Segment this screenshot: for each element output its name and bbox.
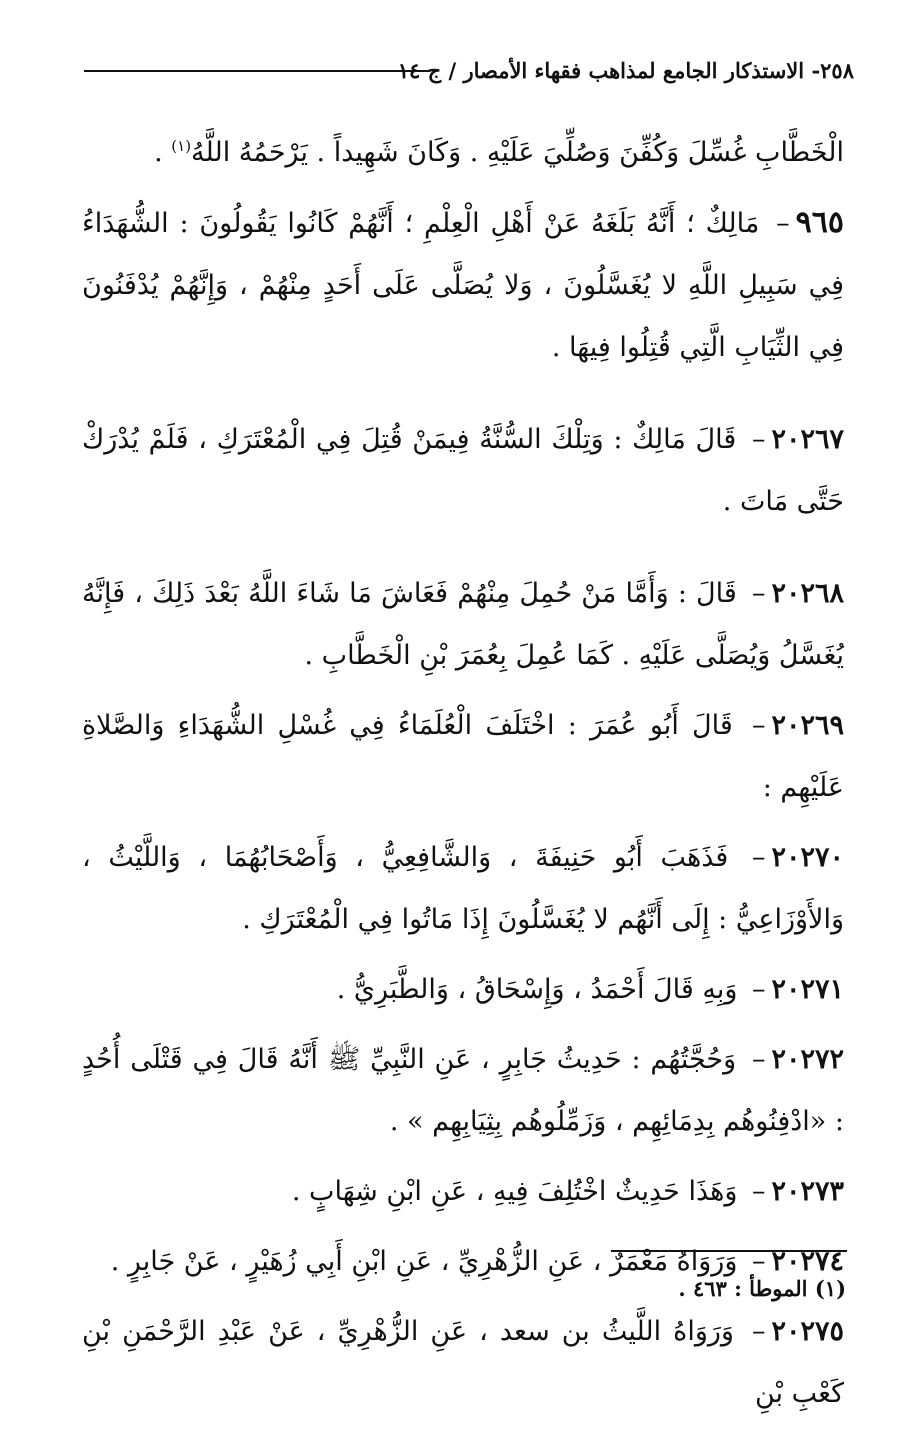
book-title: الاستذكار الجامع لمذاهب فقهاء الأمصار / ج ١٤	[397, 58, 805, 83]
paragraph-20269: ٢٠٢٦٩– قَالَ أَبُو عُمَرَ : اخْتَلَفَ الْعُلَمَاءُ فِي غُسْلِ الشُّهَدَاءِ وَالصَّلاةِ عَلَيْهِم :	[82, 710, 844, 803]
paragraph-text: وَهَذَا حَدِيثٌ اخْتُلِفَ فِيهِ ، عَنِ ابْنِ شِهَابٍ .	[291, 1176, 738, 1207]
paragraph-number: ٢٠٢٦٨	[771, 578, 844, 609]
paragraph-continuation	[82, 122, 844, 184]
paragraph-text: وَرَوَاهُ اللَّيثُ بن سعد ، عَنِ الزُّهْرِيِّ ، عَنْ عَبْدِ الرَّحْمَنِ بْنِ كَعْبِ بْنِ	[82, 1316, 844, 1409]
running-header	[84, 54, 854, 94]
paragraph-20275: ٢٠٢٧٥– وَرَوَاهُ اللَّيثُ بن سعد ، عَنِ الزُّهْرِيِّ ، عَنْ عَبْدِ الرَّحْمَنِ بْنِ كَعْبِ بْنِ	[82, 1316, 844, 1409]
paragraph-20271: ٢٠٢٧١– وَبِهِ قَالَ أَحْمَدُ ، وَإِسْحَاقُ ، وَالطَّبَرِيُّ .	[336, 974, 844, 1005]
paragraph-text: الْخَطَّابِ غُسِّلَ وَكُفِّنَ وَصُلِّيَ عَلَيْهِ . وَكَانَ شَهِيداً . يَرْحَمُهُ اللَّهُ	[191, 137, 844, 168]
footnote-marker[interactable]: (١)	[171, 137, 192, 155]
paragraph-end: .	[154, 137, 172, 168]
paragraph-20270: ٢٠٢٧٠– فَذَهَبَ أَبُو حَنِيفَةَ ، وَالشَّافِعِيُّ ، وَأَصْحَابُهُمَا ، وَاللَّيْثُ ، وَالأَوْزَاعِيُّ : إِلَى أَنَّهُم لا يُغَسَّلُونَ إِذَا مَاتُوا فِي الْمُعْتَرَكِ .	[82, 842, 844, 935]
paragraph-20272: ٢٠٢٧٢– وَحُجَّتُهُم : حَدِيثُ جَابِرٍ ، عَنِ النَّبِيِّ ﷺ أَنَّهُ قَالَ فِي قَتْلَى أُحُدٍ : «ادْفِنُوهُم بِدِمَائِهِم ، وَزَمِّلُوهُم بِثِيَابِهِم » .	[82, 1044, 844, 1137]
footnote-rule	[611, 1250, 847, 1252]
paragraph-text: قَالَ مَالِكٌ : وَتِلْكَ السُّنَّةُ فِيمَنْ قُتِلَ فِي الْمُعْتَرَكِ ، فَلَمْ يُدْرَكْ حَتَّى مَاتَ .	[82, 424, 844, 517]
paragraph-965: ٩٦٥– مَالِكٌ ؛ أَنَّهُ بَلَغَهُ عَنْ أَهْلِ الْعِلْمِ ؛ أَنَّهُمْ كَانُوا يَقُولُونَ : الشُّهَدَاءُ فِي سَبِيلِ اللَّهِ لا يُغَسَّلُونَ ، وَلا يُصَلَّى عَلَى أَحَدٍ مِنْهُمْ ، وَإِنَّهُمْ يُدْفَنُونَ فِي الثِّيَابِ الَّتِي قُتِلُوا فِيهَا .	[82, 205, 844, 363]
paragraph-text: قَالَ : وَأَمَّا مَنْ حُمِلَ مِنْهُمْ فَعَاشَ مَا شَاءَ اللَّهُ بَعْدَ ذَلِكَ ، فَإِنَّهُ يُغَسَّلُ وَيُصَلَّى عَلَيْهِ . كَمَا عُمِلَ بِعُمَرَ بْنِ الْخَطَّابِ .	[82, 578, 844, 671]
footnote: (١) الموطأ : ٤٦٣ .	[678, 1276, 846, 1301]
paragraph-text: فَذَهَبَ أَبُو حَنِيفَةَ ، وَالشَّافِعِيُّ ، وَأَصْحَابُهُمَا ، وَاللَّيْثُ ، وَالأَوْزَاعِيُّ : إِلَى أَنَّهُم لا يُغَسَّلُونَ إِذَا مَاتُوا فِي الْمُعْتَرَكِ .	[82, 842, 844, 935]
header-text	[398, 58, 854, 83]
paragraph-number: ٢٠٢٦٩	[771, 710, 844, 741]
paragraph-text: مَالِكٌ ؛ أَنَّهُ بَلَغَهُ عَنْ أَهْلِ الْعِلْمِ ؛ أَنَّهُمْ كَانُوا يَقُولُونَ : الشُّهَدَاءُ فِي سَبِيلِ اللَّهِ لا يُغَسَّلُونَ ، وَلا يُصَلَّى عَلَى أَحَدٍ مِنْهُمْ ، وَإِنَّهُمْ يُدْفَنُونَ فِي الثِّيَابِ الَّتِي قُتِلُوا فِيهَا .	[82, 208, 844, 363]
paragraph-20273: ٢٠٢٧٣– وَهَذَا حَدِيثٌ اخْتُلِفَ فِيهِ ، عَنِ ابْنِ شِهَابٍ .	[291, 1176, 844, 1207]
paragraph-number: ٢٠٢٧٥	[771, 1316, 844, 1347]
paragraph-number: ٢٠٢٦٧	[771, 424, 844, 455]
paragraph-20274: ٢٠٢٧٤– وَرَوَاهُ مَعْمَرٌ ، عَنِ الزُّهْرِيِّ ، عَنِ ابْنِ أَبِي زُهَيْرٍ ، عَنْ جَابِرٍ .	[110, 1246, 844, 1277]
paragraph-text: وَرَوَاهُ مَعْمَرٌ ، عَنِ الزُّهْرِيِّ ، عَنِ ابْنِ أَبِي زُهَيْرٍ ، عَنْ جَابِرٍ .	[110, 1246, 738, 1277]
paragraph-number: ٢٠٢٧٠	[771, 842, 844, 873]
paragraph-text: وَبِهِ قَالَ أَحْمَدُ ، وَإِسْحَاقُ ، وَالطَّبَرِيُّ .	[336, 974, 738, 1005]
paragraph-number: ٩٦٥	[795, 205, 844, 240]
paragraph-number: ٢٠٢٧٤	[771, 1246, 844, 1277]
page-number: ٢٥٨	[820, 58, 854, 83]
paragraph-text: قَالَ أَبُو عُمَرَ : اخْتَلَفَ الْعُلَمَاءُ فِي غُسْلِ الشُّهَدَاءِ وَالصَّلاةِ عَلَيْهِم :	[82, 710, 844, 803]
paragraph-number: ٢٠٢٧٣	[771, 1176, 844, 1207]
header-rule	[84, 70, 429, 72]
paragraph-text: وَحُجَّتُهُم : حَدِيثُ جَابِرٍ ، عَنِ النَّبِيِّ ﷺ أَنَّهُ قَالَ فِي قَتْلَى أُحُدٍ : «ادْفِنُوهُم بِدِمَائِهِم ، وَزَمِّلُوهُم بِثِيَابِهِم » .	[82, 1044, 844, 1137]
paragraph-20267: ٢٠٢٦٧– قَالَ مَالِكٌ : وَتِلْكَ السُّنَّةُ فِيمَنْ قُتِلَ فِي الْمُعْتَرَكِ ، فَلَمْ يُدْرَكْ حَتَّى مَاتَ .	[82, 424, 844, 517]
paragraph-number: ٢٠٢٧٢	[771, 1044, 844, 1075]
paragraph-20268: ٢٠٢٦٨– قَالَ : وَأَمَّا مَنْ حُمِلَ مِنْهُمْ فَعَاشَ مَا شَاءَ اللَّهُ بَعْدَ ذَلِكَ ، فَإِنَّهُ يُغَسَّلُ وَيُصَلَّى عَلَيْهِ . كَمَا عُمِلَ بِعُمَرَ بْنِ الْخَطَّابِ .	[82, 578, 844, 671]
main-text	[82, 122, 844, 1433]
header-separator: -	[811, 58, 821, 83]
paragraph-number: ٢٠٢٧١	[771, 974, 844, 1005]
